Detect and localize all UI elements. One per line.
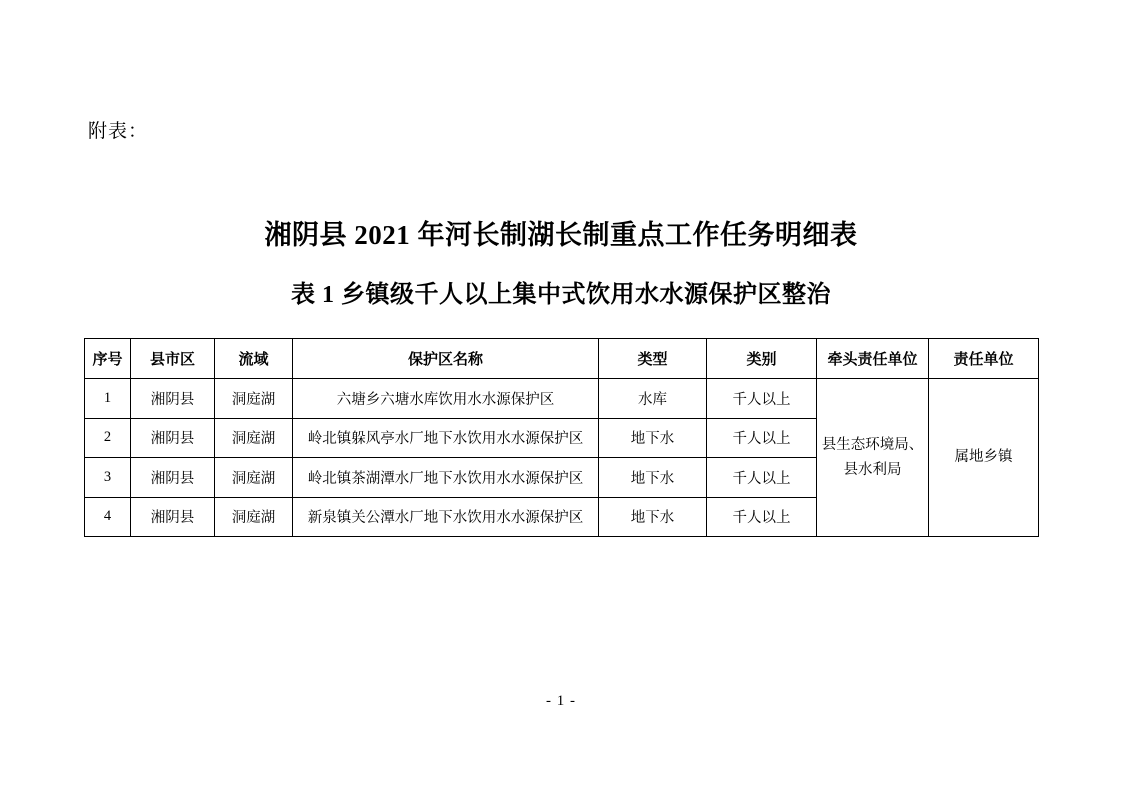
cell-type: 地下水	[599, 418, 707, 458]
page-subtitle: 表 1 乡镇级千人以上集中式饮用水水源保护区整治	[291, 282, 831, 308]
table-header-row	[85, 339, 1039, 379]
table-container	[84, 338, 1038, 537]
cell-seq: 4	[85, 497, 131, 537]
cell-basin: 洞庭湖	[215, 379, 293, 419]
column-header-resp-unit: 责任单位	[929, 339, 1039, 379]
cell-basin: 洞庭湖	[215, 497, 293, 537]
cell-basin: 洞庭湖	[215, 458, 293, 498]
cell-county: 湘阴县	[131, 418, 215, 458]
cell-seq: 1	[85, 379, 131, 419]
table-body	[85, 379, 1039, 537]
cell-resp-unit: 属地乡镇	[929, 379, 1039, 537]
cell-type: 地下水	[599, 497, 707, 537]
column-header-name: 保护区名称	[293, 339, 599, 379]
attachment-label: 附表：	[88, 121, 149, 142]
cell-seq: 2	[85, 418, 131, 458]
cell-type: 水库	[599, 379, 707, 419]
column-header-seq: 序号	[85, 339, 131, 379]
column-header-lead-unit: 牵头责任单位	[817, 339, 929, 379]
cell-category: 千人以上	[707, 458, 817, 498]
table-row	[85, 379, 1039, 419]
cell-basin: 洞庭湖	[215, 418, 293, 458]
page-title: 湘阴县 2021 年河长制湖长制重点工作任务明细表	[264, 220, 858, 250]
water-source-table	[84, 338, 1039, 537]
cell-county: 湘阴县	[131, 458, 215, 498]
page-number: - 1 -	[546, 693, 576, 709]
cell-seq: 3	[85, 458, 131, 498]
cell-lead-unit	[817, 379, 929, 537]
cell-type: 地下水	[599, 458, 707, 498]
column-header-category: 类别	[707, 339, 817, 379]
table-header	[85, 339, 1039, 379]
cell-county: 湘阴县	[131, 379, 215, 419]
cell-county: 湘阴县	[131, 497, 215, 537]
cell-name: 岭北镇躲风亭水厂地下水饮用水水源保护区	[293, 418, 599, 458]
cell-category: 千人以上	[707, 497, 817, 537]
cell-category: 千人以上	[707, 379, 817, 419]
cell-name: 六塘乡六塘水库饮用水水源保护区	[293, 379, 599, 419]
column-header-type: 类型	[599, 339, 707, 379]
cell-name: 岭北镇茶湖潭水厂地下水饮用水水源保护区	[293, 458, 599, 498]
cell-name: 新泉镇关公潭水厂地下水饮用水水源保护区	[293, 497, 599, 537]
lead-unit-line-1: 县生态环境局、	[821, 436, 924, 453]
column-header-county: 县市区	[131, 339, 215, 379]
lead-unit-line-2: 县水利局	[843, 461, 902, 478]
cell-category: 千人以上	[707, 418, 817, 458]
column-header-basin: 流域	[215, 339, 293, 379]
